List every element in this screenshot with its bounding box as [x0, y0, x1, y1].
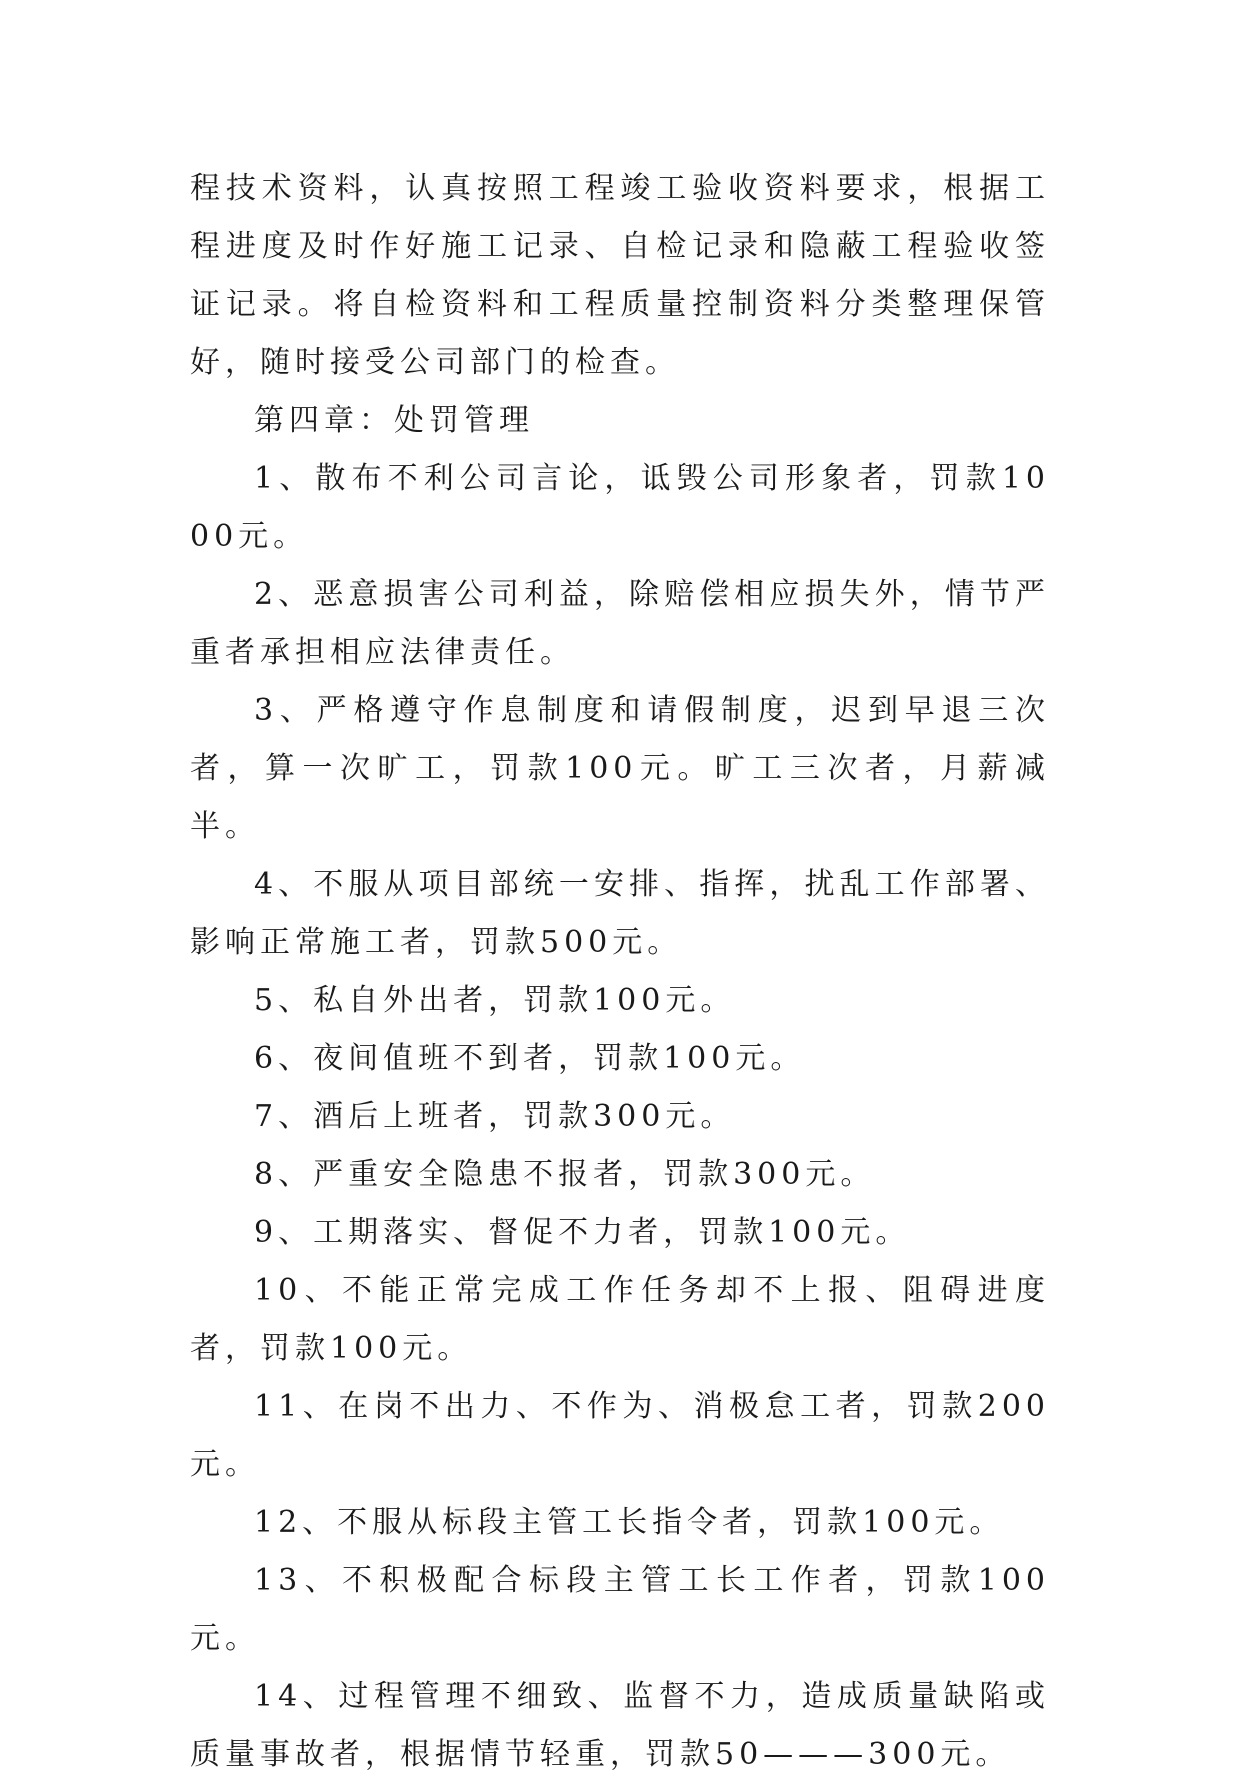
rule-item-6: 6、夜间值班不到者，罚款100元。	[254, 1041, 806, 1076]
rule-item-1: 1、散布不利公司言论，诋毁公司形象者，罚款1000元。	[190, 461, 1050, 554]
rule-item-7: 7、酒后上班者，罚款300元。	[254, 1099, 736, 1134]
rule-item-11: 11、在岗不出力、不作为、消极怠工者，罚款200元。	[190, 1389, 1050, 1482]
document-body	[190, 160, 1050, 1784]
rule-item-2: 2、恶意损害公司利益，除赔偿相应损失外，情节严重者承担相应法律责任。	[190, 577, 1050, 670]
rule-item-8: 8、严重安全隐患不报者，罚款300元。	[254, 1157, 876, 1192]
rule-item-9: 9、工期落实、督促不力者，罚款100元。	[254, 1215, 911, 1250]
chapter-heading: 第四章：处罚管理	[254, 403, 534, 438]
rule-item-5: 5、私自外出者，罚款100元。	[254, 983, 736, 1018]
paragraph-continuation: 程技术资料，认真按照工程竣工验收资料要求，根据工程进度及时作好施工记录、自检记录和隐蔽工程验收签证记录。将自检资料和工程质量控制资料分类整理保管好，随时接受公司部门的检查。	[190, 171, 1050, 380]
rule-item-12: 12、不服从标段主管工长指令者，罚款100元。	[254, 1505, 1005, 1540]
rule-item-10: 10、不能正常完成工作任务却不上报、阻碍进度者，罚款100元。	[190, 1273, 1050, 1366]
rule-item-14: 14、过程管理不细致、监督不力，造成质量缺陷或质量事故者，根据情节轻重，罚款50———300元。	[190, 1679, 1050, 1772]
rule-item-13: 13、不积极配合标段主管工长工作者，罚款100元。	[190, 1563, 1050, 1656]
rule-item-4: 4、不服从项目部统一安排、指挥，扰乱工作部署、影响正常施工者，罚款500元。	[190, 867, 1050, 960]
rule-item-3: 3、严格遵守作息制度和请假制度，迟到早退三次者，算一次旷工，罚款100元。旷工三次者，月薪减半。	[190, 693, 1050, 844]
